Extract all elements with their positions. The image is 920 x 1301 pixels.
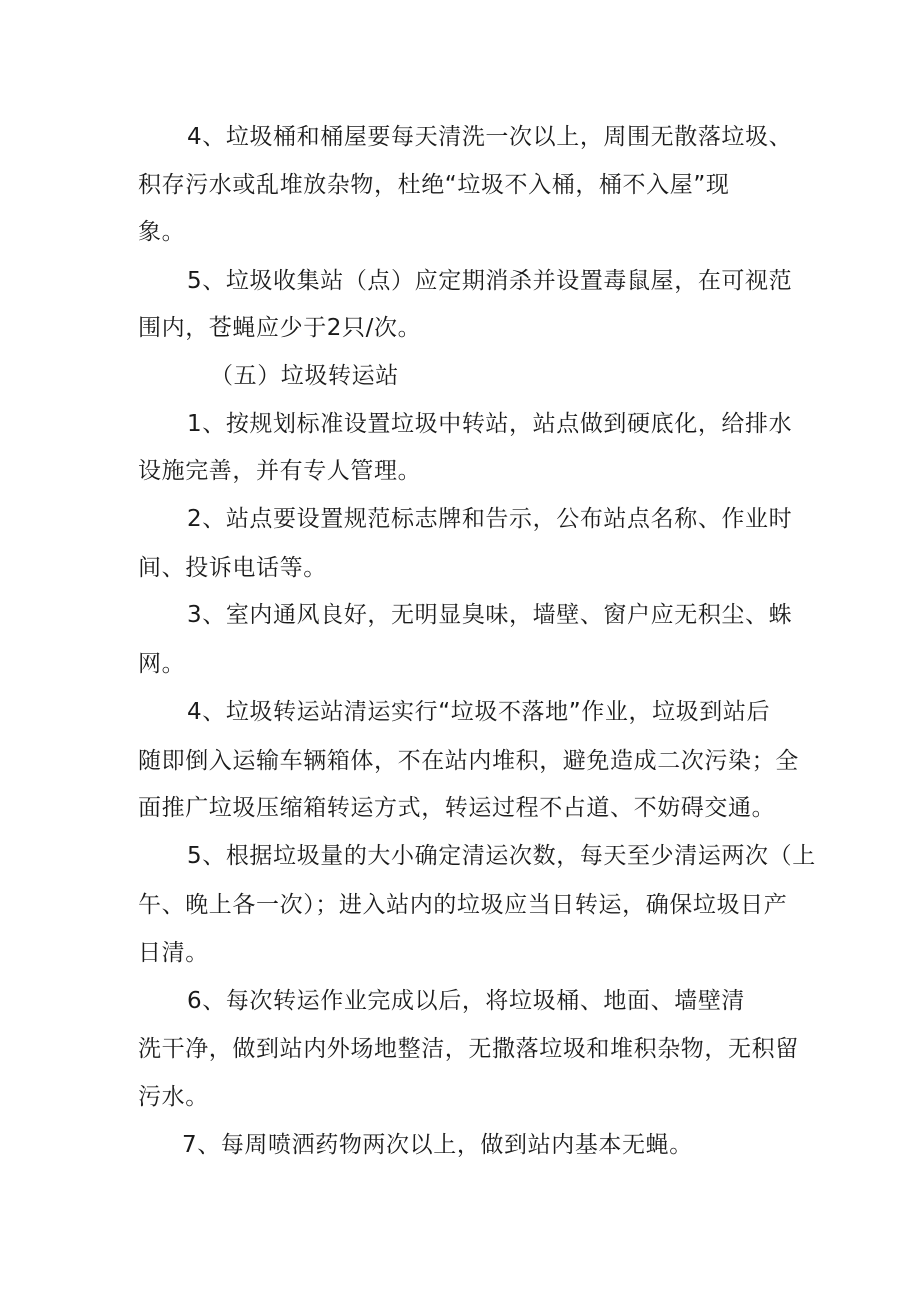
- text-line: 网。: [138, 651, 186, 677]
- text-line: 1、按规划标准设置垃圾中转站，站点做到硬底化，给排水: [187, 411, 793, 437]
- text-line: 午、晚上各一次）；进入站内的垃圾应当日转运，确保垃圾日产: [138, 892, 788, 918]
- text-line: 5、垃圾收集站（点）应定期消杀并设置毒鼠屋，在可视范: [187, 268, 793, 294]
- section-heading: （五）垃圾转运站: [210, 363, 399, 389]
- text-line: 日清。: [138, 940, 209, 966]
- text-line: 7、每周喷洒药物两次以上，做到站内基本无蝇。: [182, 1132, 693, 1158]
- text-line: 5、根据垃圾量的大小确定清运次数，每天至少清运两次（上: [187, 843, 816, 869]
- text-line: 6、每次转运作业完成以后，将垃圾桶、地面、墙壁清: [187, 988, 746, 1014]
- text-line: 洗干净，做到站内外场地整洁，无撒落垃圾和堆积杂物，无积留: [138, 1036, 799, 1062]
- text-line: 围内，苍蝇应少于2只/次。: [138, 315, 422, 341]
- text-line: 3、室内通风良好，无明显臭味，墙壁、窗户应无积尘、蛛: [187, 602, 793, 628]
- text-line: 象。: [138, 219, 186, 245]
- text-line: 2、站点要设置规范标志牌和告示，公布站点名称、作业时: [187, 506, 793, 532]
- text-line: 随即倒入运输车辆箱体，不在站内堆积，避免造成二次污染；全: [138, 748, 799, 774]
- text-line: 面推广垃圾压缩箱转运方式，转运过程不占道、不妨碍交通。: [138, 795, 776, 821]
- text-line: 4、垃圾桶和桶屋要每天清洗一次以上，周围无散落垃圾、: [187, 124, 793, 150]
- text-line: 4、垃圾转运站清运实行“垃圾不落地”作业，垃圾到站后: [187, 699, 771, 725]
- text-line: 设施完善，并有专人管理。: [138, 458, 422, 484]
- text-line: 污水。: [138, 1084, 209, 1110]
- text-line: 间、投诉电话等。: [138, 555, 327, 581]
- text-line: 积存污水或乱堆放杂物，杜绝“垃圾不入桶，桶不入屋”现: [138, 172, 730, 198]
